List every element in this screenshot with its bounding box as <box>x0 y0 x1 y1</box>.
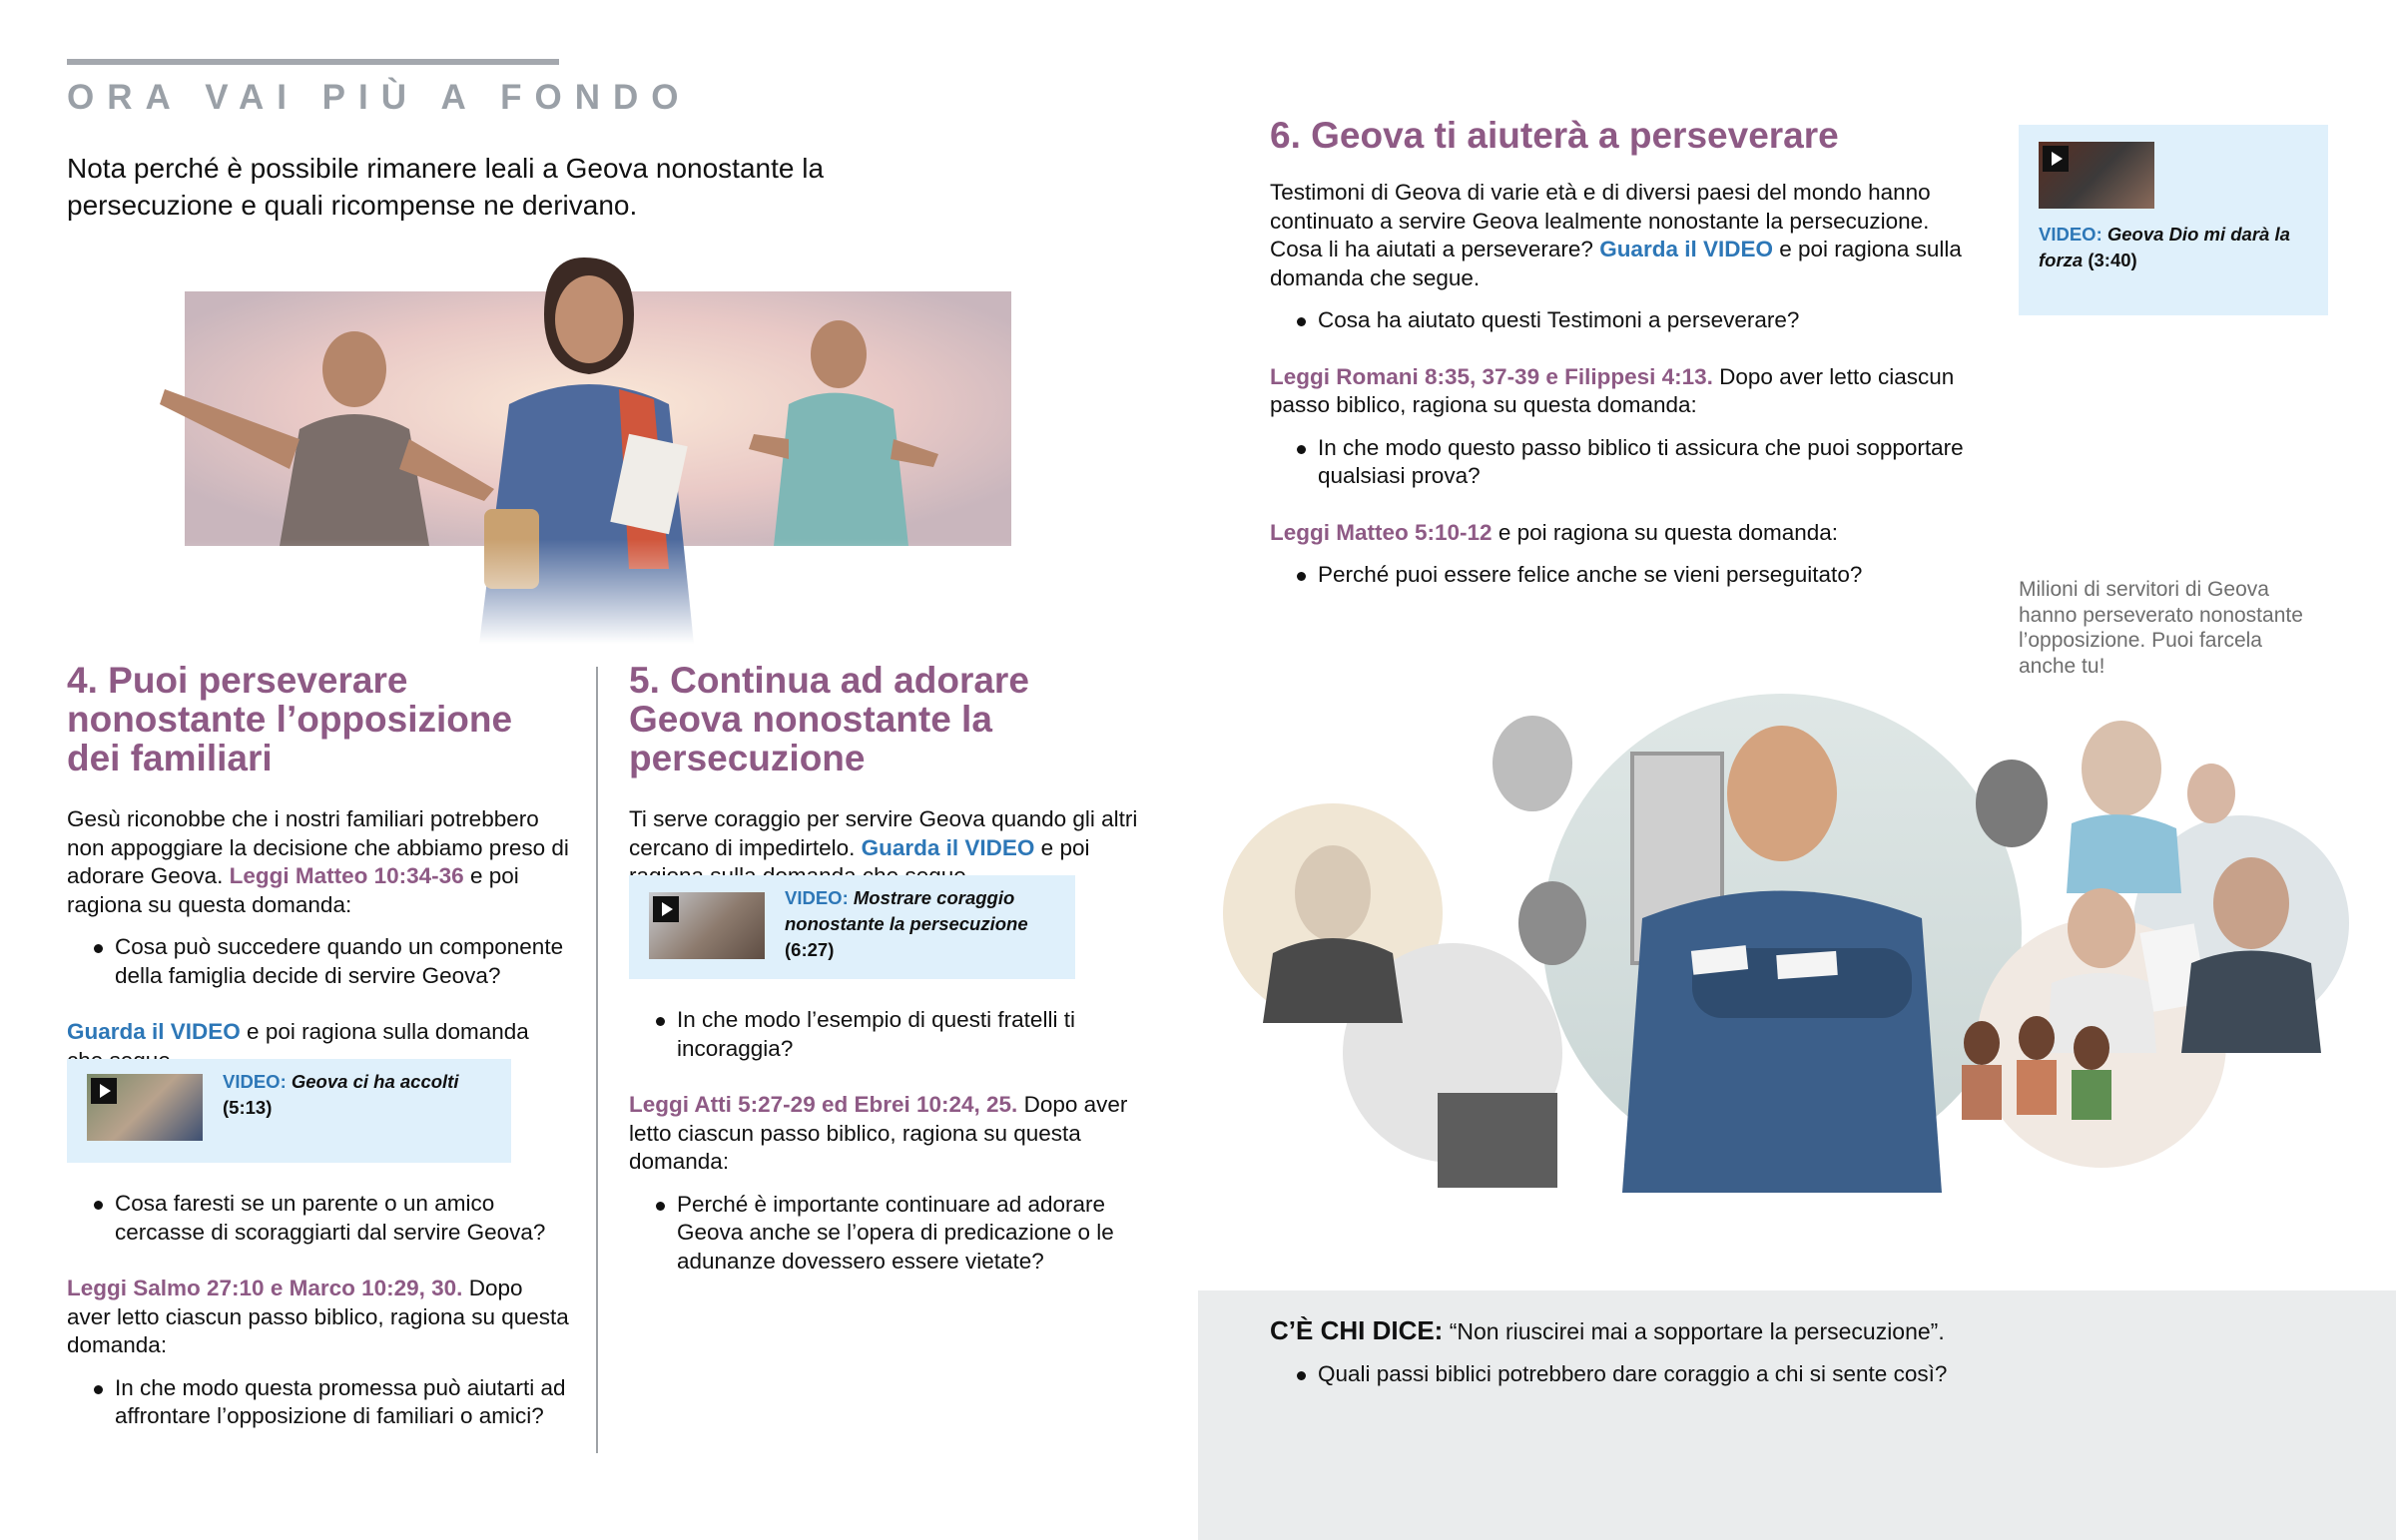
question-item: In che modo questa promessa può aiutarti ad affrontare l’opposizione di familiari o amici? <box>67 1374 571 1431</box>
read-tail: Dopo aver letto ciascun passo biblico, ragiona su questa domanda: <box>67 1276 569 1357</box>
read-instruction <box>1270 363 1974 420</box>
question-item: Cosa ha aiutato questi Testimoni a perseverare? <box>1270 306 1974 335</box>
section-5 <box>629 661 1138 891</box>
video-card-mostrare-coraggio[interactable] <box>629 875 1075 979</box>
watch-video-link[interactable]: Guarda il VIDEO <box>1599 237 1773 261</box>
section-6 <box>1270 116 1974 590</box>
video-duration: (6:27) <box>785 939 835 960</box>
section-4-intro <box>67 805 571 919</box>
intro-tail: e poi ragiona sulla domanda che segue. <box>1270 237 1962 290</box>
scripture-link[interactable]: Leggi Salmo 27:10 e Marco 10:29, 30. <box>67 1276 463 1300</box>
video-title: Geova Dio mi darà la forza <box>2039 224 2290 270</box>
section-4-title: 4. Puoi perseverare nonostante l’opposizione dei familiari <box>67 660 513 778</box>
question-item: In che modo questo passo biblico ti assicura che puoi sopportare qualsiasi prova? <box>1270 434 1974 491</box>
video-caption <box>785 885 1064 963</box>
question-item: In che modo l’esempio di questi fratelli ti incoraggia? <box>629 1006 1138 1063</box>
watch-video-link[interactable]: Guarda il VIDEO <box>861 834 1035 860</box>
read-instruction <box>1270 519 1974 548</box>
video-label: VIDEO: <box>2039 224 2102 245</box>
read-tail: e poi ragiona su questa domanda: <box>1492 519 1839 545</box>
video-caption <box>223 1069 502 1121</box>
video-card-geova-ci-ha-accolti[interactable] <box>67 1059 511 1163</box>
lead-paragraph: Nota perché è possibile rimanere leali a Geova nonostante la persecuzione e quali ricompense ne derivano. <box>67 153 825 221</box>
video-caption <box>2039 222 2318 273</box>
scripture-link[interactable]: Leggi Romani 8:35, 37-39 e Filippesi 4:13. <box>1270 363 1713 389</box>
video-label: VIDEO: <box>223 1071 287 1092</box>
video-label: VIDEO: <box>785 887 849 908</box>
play-icon[interactable] <box>653 896 679 922</box>
illustration-caption: Milioni di servitori di Geova hanno perseverato nonostante l’opposizione. Puoi farcela anche tu! <box>2019 578 2303 678</box>
intro-tail: e poi ragiona su questa domanda: <box>67 863 519 917</box>
family-opposition-illustration <box>150 240 1028 644</box>
scripture-link[interactable]: Leggi Matteo 10:34-36 <box>229 863 464 888</box>
read-instruction <box>629 1091 1138 1177</box>
someone-says-content <box>1270 1316 2318 1388</box>
question-item: Quali passi biblici potrebbero dare coraggio a chi si sente così? <box>1270 1360 2318 1389</box>
scripture-link[interactable]: Leggi Atti 5:27-29 ed Ebrei 10:24, 25. <box>629 1092 1018 1117</box>
watch-video-link[interactable]: Guarda il VIDEO <box>67 1019 241 1044</box>
section-4 <box>67 661 571 1075</box>
section-4-continued <box>67 1190 571 1431</box>
video-duration: (5:13) <box>223 1097 273 1118</box>
play-icon[interactable] <box>2043 146 2069 172</box>
video-title: Mostrare coraggio nonostante la persecuzione <box>785 887 1028 934</box>
question-item: Perché puoi essere felice anche se vieni perseguitato? <box>1270 561 1974 590</box>
someone-says-quote <box>1270 1316 2318 1346</box>
read-tail: Dopo aver letto ciascun passo biblico, ragiona su questa domanda: <box>1270 363 1955 417</box>
question-item: Perché è importante continuare ad adorare Geova anche se l’opera di predicazione o le adunanze dovessero essere vietate? <box>629 1191 1138 1277</box>
video-duration: (3:40) <box>2088 250 2137 270</box>
header-rule <box>67 59 559 65</box>
scripture-link[interactable]: Leggi Matteo 5:10-12 <box>1270 519 1493 545</box>
play-icon[interactable] <box>91 1078 117 1104</box>
video-thumbnail[interactable] <box>649 892 765 959</box>
question-item: Cosa faresti se un parente o un amico cercasse di scoraggiarti dal servire Geova? <box>67 1190 571 1247</box>
read-tail: Dopo aver letto ciascun passo biblico, ragiona su questa domanda: <box>629 1092 1128 1174</box>
intro-text: Testimoni di Geova di varie età e di diversi paesi del mondo hanno continuato a servire Geova lealmente nonostante la persecuzione. Cosa li ha aiutati a perseverare? <box>1270 180 1931 261</box>
section-5-title: 5. Continua ad adorare Geova nonostante la persecuzione <box>629 660 1029 778</box>
intro-text: Ti serve coraggio per servire Geova quando gli altri cercano di impedirtelo. <box>629 806 1138 860</box>
video-thumbnail[interactable] <box>87 1074 203 1141</box>
column-divider <box>596 667 598 1453</box>
intro-tail: e poi <box>1040 834 1090 860</box>
section-5-continued <box>629 1006 1138 1276</box>
section-kicker: ORA VAI PIÙ A FONDO <box>67 78 692 117</box>
section-6-intro <box>1270 179 1974 292</box>
section-6-title: 6. Geova ti aiuterà a perseverare <box>1270 115 1839 156</box>
video-card-geova-dio-mi-dara-la-forza[interactable] <box>2019 125 2328 315</box>
question-item: Cosa può succedere quando un componente della famiglia decide di servire Geova? <box>67 933 571 990</box>
faithful-witnesses-collage <box>1223 694 2361 1208</box>
video-thumbnail[interactable] <box>2039 142 2154 209</box>
someone-says-label: C’È CHI DICE: <box>1270 1315 1444 1345</box>
video-title: Geova ci ha accolti <box>291 1071 459 1092</box>
watch-tail: e poi ragiona sulla domanda <box>247 1019 529 1044</box>
intro-text: Gesù riconobbe che i nostri familiari potrebbero non appoggiare la decisione che abbiamo preso di adorare Geova. <box>67 806 569 888</box>
read-instruction <box>67 1275 571 1360</box>
quote-text: “Non riuscirei mai a sopportare la persecuzione”. <box>1443 1318 1945 1344</box>
